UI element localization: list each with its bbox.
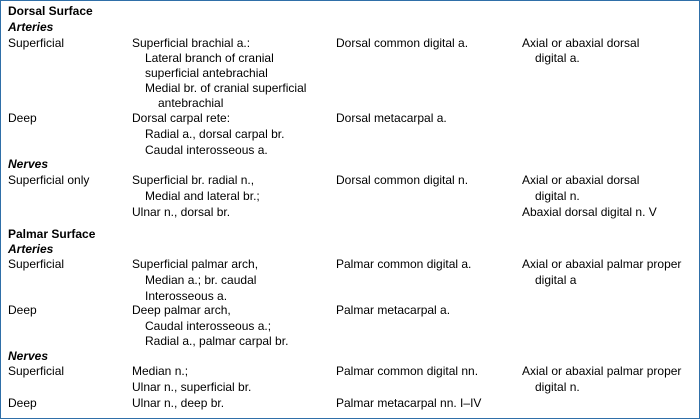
proper-digital-line: digital a bbox=[535, 273, 577, 287]
common-digital-cell: Palmar common digital nn. bbox=[336, 364, 479, 378]
source-line: Interosseous a. bbox=[145, 289, 228, 303]
row-label-palmar-nerves-deep: Deep bbox=[8, 396, 37, 410]
source-line: Medial and lateral br.; bbox=[145, 189, 260, 203]
source-line: Ulnar n., deep br. bbox=[132, 396, 225, 410]
common-digital-cell: Palmar common digital a. bbox=[336, 257, 472, 271]
source-line: Caudal interosseous a.; bbox=[145, 319, 272, 333]
source-line: Caudal interosseous a. bbox=[145, 143, 268, 157]
subheading-palmar-nerves: Nerves bbox=[8, 349, 49, 363]
proper-digital-line: digital n. bbox=[535, 189, 580, 203]
source-line: Median n.; bbox=[132, 364, 189, 378]
source-line: Ulnar n., superficial br. bbox=[132, 380, 252, 394]
source-line: Superficial palmar arch, bbox=[132, 257, 259, 271]
source-line: antebrachial bbox=[158, 96, 224, 110]
source-line: Superficial br. radial n., bbox=[132, 173, 255, 187]
proper-digital-line: Axial or abaxial dorsal bbox=[522, 173, 640, 187]
common-digital-cell: Dorsal common digital n. bbox=[336, 173, 469, 187]
proper-digital-line: Axial or abaxial palmar proper bbox=[522, 257, 682, 271]
row-label-dorsal-arteries-superficial: Superficial bbox=[8, 36, 65, 50]
row-label-dorsal-arteries-deep: Deep bbox=[8, 111, 37, 125]
row-label-palmar-arteries-superficial: Superficial bbox=[8, 257, 65, 271]
source-line: Medial br. of cranial superficial bbox=[145, 81, 307, 95]
proper-digital-line: Abaxial dorsal digital n. V bbox=[522, 205, 657, 219]
section-heading-dorsal: Dorsal Surface bbox=[8, 4, 93, 18]
source-line: Median a.; br. caudal bbox=[145, 273, 257, 287]
source-line: superficial antebrachial bbox=[145, 66, 268, 80]
source-line: Deep palmar arch, bbox=[132, 303, 231, 317]
subheading-dorsal-arteries: Arteries bbox=[8, 20, 54, 34]
row-label-dorsal-nerves-superficial: Superficial only bbox=[8, 173, 90, 187]
proper-digital-line: digital n. bbox=[535, 380, 580, 394]
section-heading-palmar: Palmar Surface bbox=[8, 227, 96, 241]
subheading-dorsal-nerves: Nerves bbox=[8, 157, 49, 171]
common-digital-cell: Palmar metacarpal nn. I–IV bbox=[336, 396, 482, 410]
common-digital-cell: Palmar metacarpal a. bbox=[336, 303, 451, 317]
proper-digital-line: Axial or abaxial dorsal bbox=[522, 36, 640, 50]
common-digital-cell: Dorsal common digital a. bbox=[336, 36, 469, 50]
source-line: Lateral branch of cranial bbox=[145, 51, 274, 65]
common-digital-cell: Dorsal metacarpal a. bbox=[336, 111, 447, 125]
source-line: Radial a., dorsal carpal br. bbox=[145, 127, 285, 141]
subheading-palmar-arteries: Arteries bbox=[8, 242, 54, 256]
source-line: Superficial brachial a.: bbox=[132, 36, 251, 50]
source-line: Dorsal carpal rete: bbox=[132, 111, 231, 125]
source-line: Radial a., palmar carpal br. bbox=[145, 334, 289, 348]
row-label-palmar-arteries-deep: Deep bbox=[8, 303, 37, 317]
source-line: Ulnar n., dorsal br. bbox=[132, 205, 231, 219]
row-label-palmar-nerves-superficial: Superficial bbox=[8, 364, 65, 378]
proper-digital-line: Axial or abaxial palmar proper bbox=[522, 364, 682, 378]
proper-digital-line: digital a. bbox=[535, 51, 580, 65]
